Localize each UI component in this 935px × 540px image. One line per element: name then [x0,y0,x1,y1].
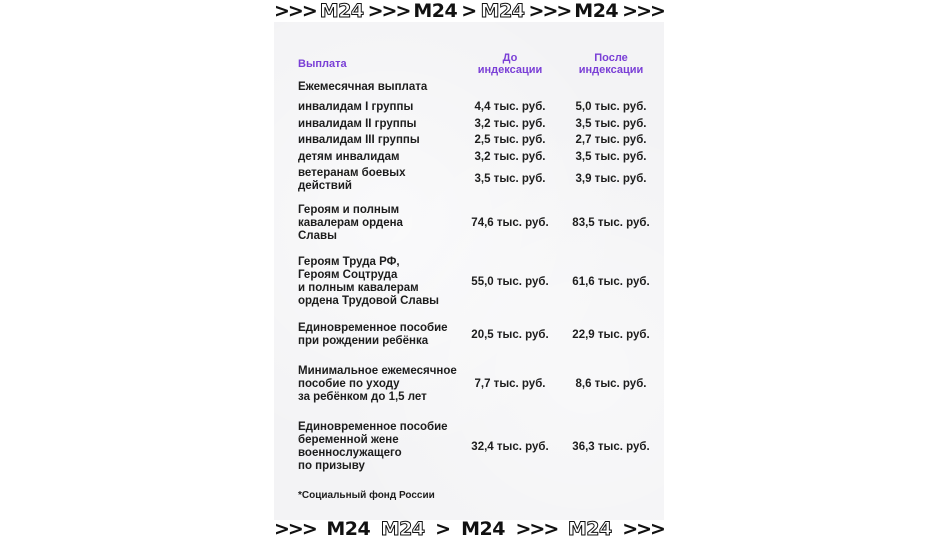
header-before: До индексации [477,52,543,76]
row-after-value: 83,5 тыс. руб. [572,217,650,229]
row-before-value: 74,6 тыс. руб. [471,217,549,229]
row-before-value: 7,7 тыс. руб. [474,378,546,390]
row-before-value: 20,5 тыс. руб. [471,329,549,341]
row-label: Героям и полным кавалерам ордена Славы [298,204,403,242]
row-before-value: 3,2 тыс. руб. [474,151,546,163]
row-after-value: 36,3 тыс. руб. [572,441,650,453]
brand-logo: M24 [461,518,505,540]
source-note: *Социальный фонд России [298,490,435,501]
banner-arrows: >>> [528,0,571,22]
banner-separator: > [461,0,477,22]
row-after-value: 3,5 тыс. руб. [575,118,647,130]
banner-arrows: >>> [274,0,316,22]
brand-logo-outline: M24 [567,518,612,540]
header-after: После индексации [578,52,644,76]
bottom-banner [274,518,664,540]
row-label: Единовременное пособие при рождении ребёнка [298,322,448,347]
brand-logo: M24 [574,0,619,22]
row-before-value: 55,0 тыс. руб. [471,276,549,288]
row-label: инвалидам II группы [298,118,417,130]
top-banner [274,0,664,22]
row-label: Единовременное пособие беременной жене военнослужащего по призыву [298,421,448,472]
row-before-value: 4,4 тыс. руб. [474,101,546,113]
banner-arrows: >>> [622,518,664,540]
row-before-value: 3,2 тыс. руб. [474,118,546,130]
banner-arrows: >>> [622,0,664,22]
banner-arrows: >>> [515,518,558,540]
row-after-value: 3,9 тыс. руб. [575,173,647,185]
row-before-value: 2,5 тыс. руб. [474,134,546,146]
brand-logo: M24 [413,0,458,22]
banner-arrows: >>> [367,0,410,22]
row-before-value: 3,5 тыс. руб. [474,173,546,185]
row-before-value: 32,4 тыс. руб. [471,441,549,453]
header-payment: Выплата [298,58,347,70]
brand-logo: M24 [326,518,371,540]
brand-logo-outline: M24 [480,0,525,22]
banner-arrows: >>> [274,518,316,540]
row-after-value: 22,9 тыс. руб. [572,329,650,341]
section-monthly-title: Ежемесячная выплата [298,81,428,93]
brand-logo-outline: M24 [319,0,364,22]
row-label: ветеранам боевых действий [298,167,406,192]
row-after-value: 61,6 тыс. руб. [572,276,650,288]
row-label: Героям Труда РФ, Героям Соцтруда и полным кавалерам ордена Трудовой Славы [298,256,439,307]
row-after-value: 3,5 тыс. руб. [575,151,647,163]
row-label: детям инвалидам [298,151,400,163]
brand-logo-outline: M24 [380,518,425,540]
row-after-value: 5,0 тыс. руб. [575,101,647,113]
row-label: инвалидам III группы [298,134,420,146]
row-after-value: 2,7 тыс. руб. [575,134,647,146]
row-label: Минимальное ежемесячное пособие по уходу за ребёнком до 1,5 лет [298,365,457,403]
banner-separator: > [435,518,451,540]
row-label: инвалидам I группы [298,101,414,113]
row-after-value: 8,6 тыс. руб. [575,378,647,390]
